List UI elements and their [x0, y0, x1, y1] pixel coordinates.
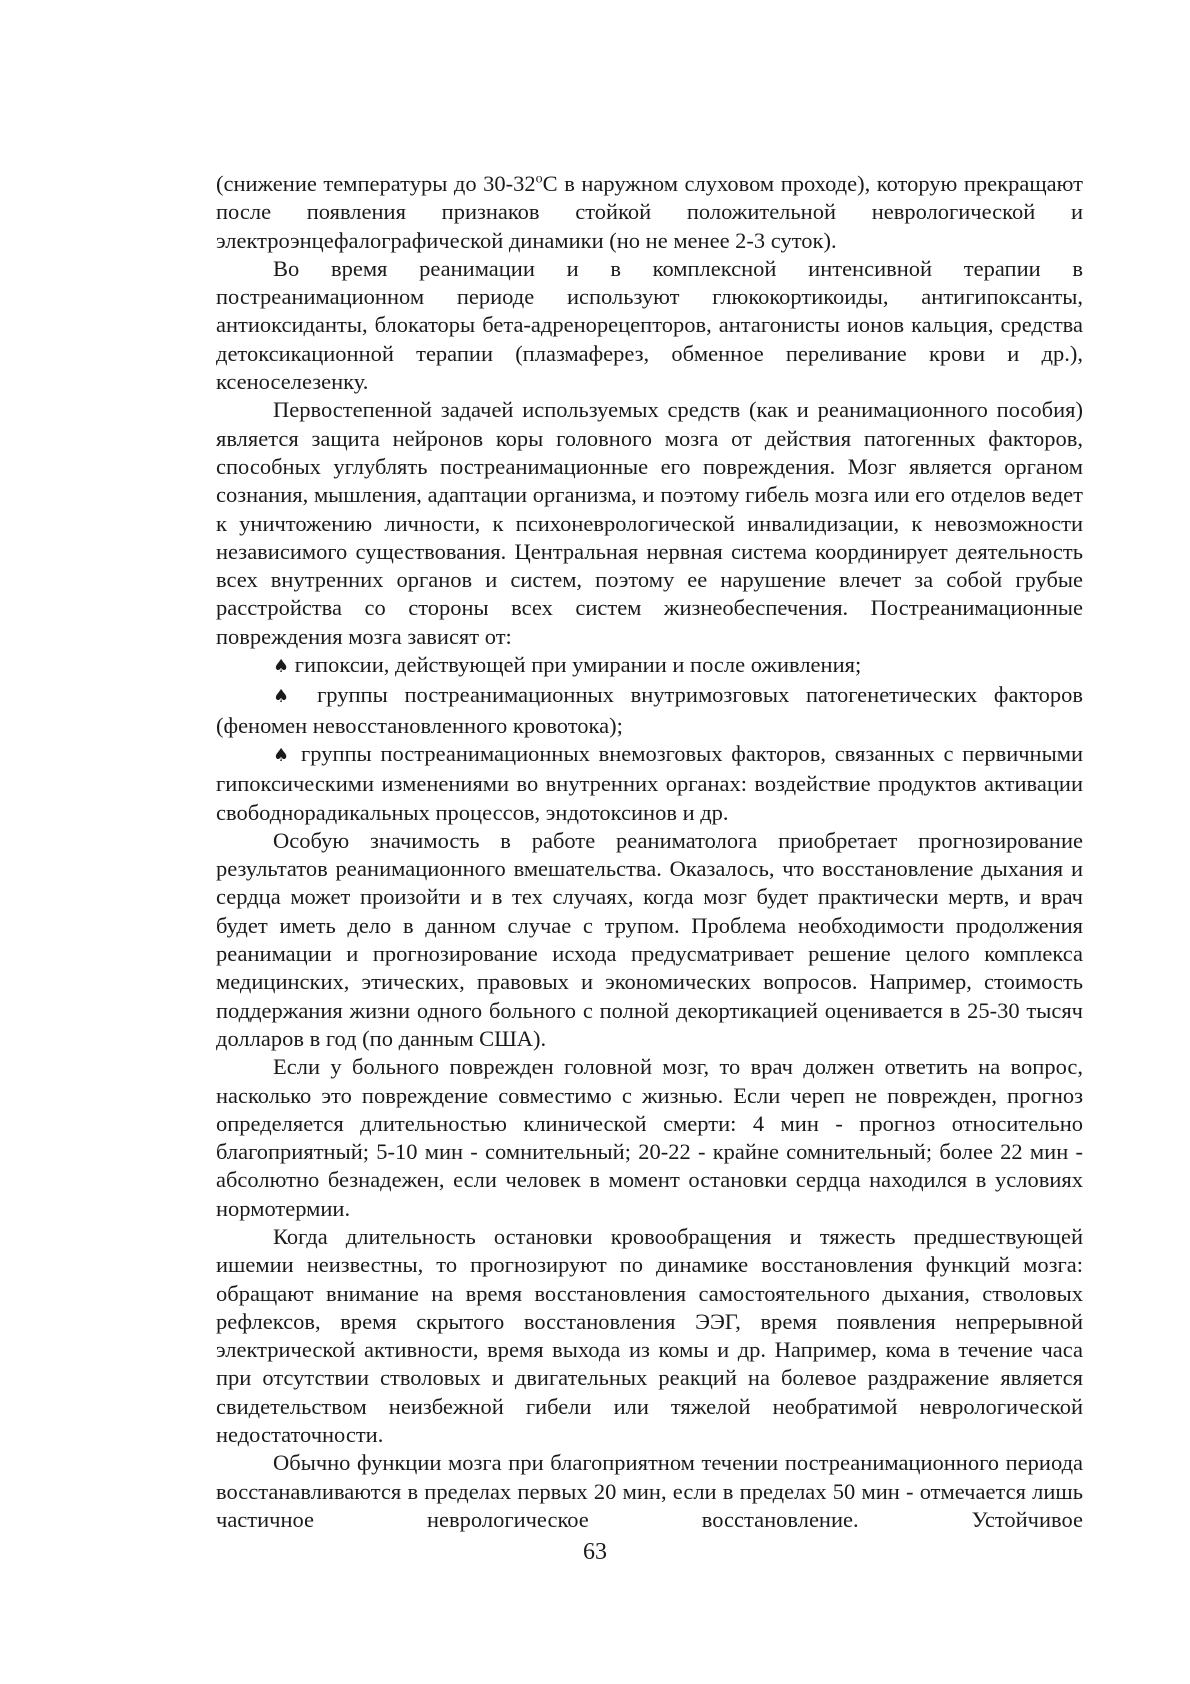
bullet-item-1	[216, 651, 1083, 681]
degree-superscript: о	[535, 171, 543, 187]
bullet-item-3-text: группы постреанимационных внемозговых факторов, связанных с первичными гипоксическими изменениями во внутренних органах: воздействие продуктов активации свободнорадикальных процессов, эндотоксинов и др.	[216, 740, 1083, 825]
bullet-item-3	[216, 740, 1083, 827]
bullet-item-2	[216, 681, 1083, 740]
page-number: 63	[583, 1539, 607, 1565]
paragraph-3: Первостепенной задачей используемых средств (как и реанимационного пособия) является защита нейронов коры головного мозга от действия патогенных факторов, способных углублять постреанимационные его повреждения. Мозг является органом сознания, мышления, адаптации организма, и поэтому гибель мозга или его отделов ведет к уничтожению личности, к психоневрологической инвалидизации, к невозможности независимого существования. Центральная нервная система координирует деятельность всех внутренних органов и систем, поэтому ее нарушение влечет за собой грубые расстройства со стороны всех систем жизнеобеспечения. Постреанимационные повреждения мозга зависят от:	[216, 397, 1083, 649]
paragraph-4: Особую значимость в работе реаниматолога приобретает прогнозирование результатов реанимационного вмешательства. Оказалось, что восстановление дыхания и сердца может произойти и в тех случаях, когда мозг будет практически мертв, и врач будет иметь дело в данном случае с трупом. Проблема необходимости продолжения реанимации и прогнозирование исхода предусматривает решение целого комплекса медицинских, этических, правовых и экономических вопросов. Например, стоимость поддержания жизни одного больного с полной декортикацией оценивается в 25-30 тысяч долларов в год (по данным США).	[216, 827, 1083, 1051]
paragraph-6: Когда длительность остановки кровообращения и тяжесть предшествующей ишемии неизвестны, то прогнозируют по динамике восстановления функций мозга: обращают внимание на время восстановления самостоятельного дыхания, стволовых рефлексов, время скрытого восстановления ЭЭГ, время появления непрерывной электрической активности, время выхода из комы и др. Например, кома в течение часа при отсутствии стволовых и двигательных реакций на болевое раздражение является свидетельством неизбежной гибели или тяжелой необратимой неврологической недостаточности.	[216, 1223, 1083, 1448]
paragraph-1-text-before: (снижение температуры до 30-32	[216, 171, 536, 196]
spade-icon: ♠	[273, 744, 293, 766]
paragraph-2: Во время реанимации и в комплексной интенсивной терапии в постреанимационном периоде используют глюкокортикоиды, антигипоксанты, антиоксиданты, блокаторы бета-адренорецепторов, антагонисты ионов кальция, средства детоксикационной терапии (плазмаферез, обменное переливание крови и др.), ксеноселезенку.	[216, 255, 1083, 395]
bullet-item-1-text: гипоксии, действующей при умирании и после оживления;	[294, 652, 862, 678]
paragraph-1	[216, 170, 1083, 255]
bullet-item-2-text: группы постреанимационных внутримозговых патогенетических факторов (феномен невосстановленного кровотока);	[216, 682, 1084, 738]
paragraph-5: Если у больного поврежден головной мозг, то врач должен ответить на вопрос, насколько это повреждение совместимо с жизнью. Если череп не поврежден, прогноз определяется длительностью клинической смерти: 4 мин - прогноз относительно благоприятный; 5-10 мин - сомнительный; 20-22 - крайне сомнительный; более 22 мин - абсолютно безнадежен, если человек в момент остановки сердца находился в условиях нормотермии.	[216, 1054, 1083, 1221]
spade-icon: ♠	[273, 656, 290, 678]
document-page	[216, 170, 1083, 1534]
spade-icon: ♠	[273, 686, 301, 708]
paragraph-7: Обычно функции мозга при благоприятном течении постреанимационного периода восстанавливаются в пределах первых 20 мин, если в пределах 50 мин - отмечается лишь частичное неврологическое восстановление. Устойчивое	[216, 1450, 1083, 1532]
paragraph-1-text-after: С в наружном слуховом проходе), которую прекращают после появления признаков стойкой положительной неврологической и электроэнцефалографической динамики (но не менее 2-3 суток).	[216, 171, 1083, 253]
